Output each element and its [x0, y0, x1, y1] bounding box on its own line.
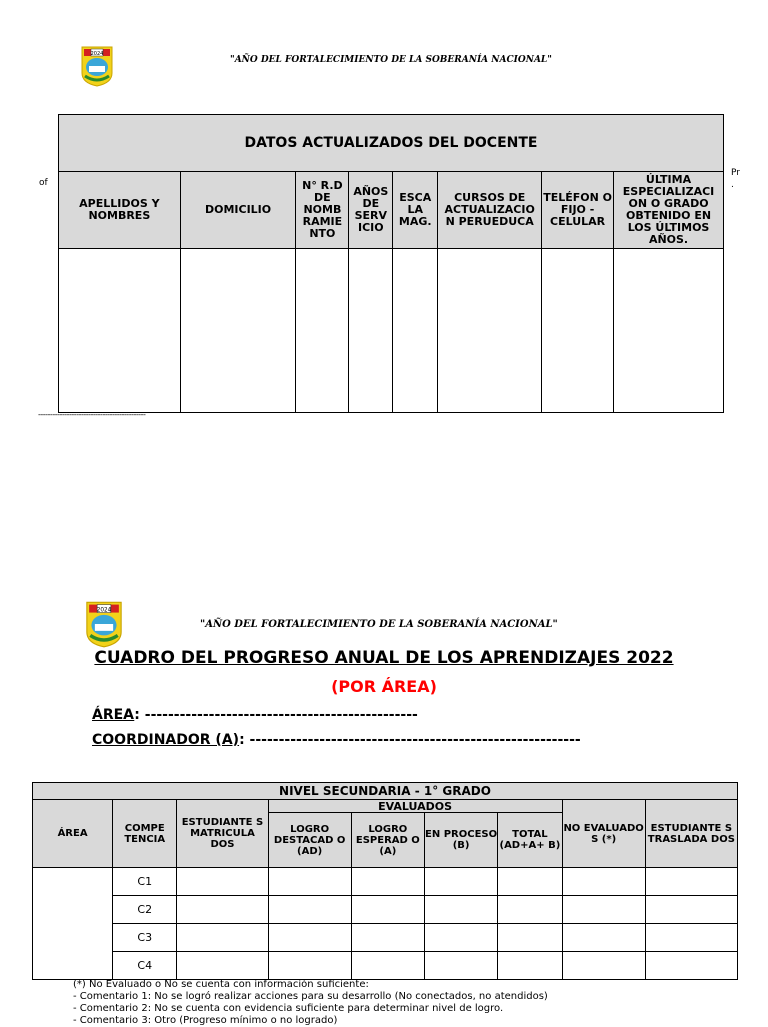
col-header-trasladados: ESTUDIANTE S TRASLADA DOS — [645, 800, 737, 868]
table-row — [59, 249, 724, 413]
col-header-names: APELLIDOS Y NOMBRES — [59, 172, 181, 249]
competency-label: C3 — [113, 924, 177, 952]
cell[interactable] — [498, 868, 562, 896]
cell-names[interactable] — [59, 249, 181, 413]
cell-phone[interactable] — [542, 249, 614, 413]
col-header-b: EN PROCESO (B) — [424, 813, 497, 868]
cell[interactable] — [498, 924, 562, 952]
col-header-matriculados: ESTUDIANTE S MATRICULA DOS — [177, 800, 268, 868]
cell[interactable] — [268, 924, 351, 952]
school-emblem-2 — [84, 600, 124, 648]
table-row — [33, 952, 738, 980]
right-fragment-dot: . — [731, 180, 734, 190]
coordinator-value[interactable]: : --------------------------------------------------------- — [239, 732, 581, 748]
divider-dashes: --------------------------------------------- — [38, 410, 146, 419]
cell-courses[interactable] — [438, 249, 542, 413]
col-header-competencia: COMPE TENCIA — [113, 800, 177, 868]
table-row — [33, 868, 738, 896]
area-label: ÁREA — [92, 707, 135, 723]
cell[interactable] — [268, 952, 351, 980]
progress-table — [32, 782, 738, 980]
competency-label: C2 — [113, 896, 177, 924]
left-fragment: of — [39, 178, 48, 188]
footnotes — [73, 979, 548, 1027]
cell[interactable] — [424, 896, 497, 924]
col-header-phone: TELÉFON O FIJO - CELULAR — [542, 172, 614, 249]
footnote-line: - Comentario 3: Otro (Progreso mínimo o no logrado) — [73, 1015, 338, 1026]
footnote-line: - Comentario 1: No se logró realizar acciones para su desarrollo (No conectados, no atendidos) — [73, 991, 548, 1002]
cell[interactable] — [645, 952, 737, 980]
col-header-ad: LOGRO DESTACAD O (AD) — [268, 813, 351, 868]
cell[interactable] — [177, 952, 268, 980]
col-header-no-evaluados: NO EVALUADO S (*) — [562, 800, 645, 868]
col-header-scale: ESCA LA MAG. — [393, 172, 438, 249]
cell[interactable] — [268, 868, 351, 896]
cell[interactable] — [424, 952, 497, 980]
teacher-data-table — [58, 114, 724, 413]
level-header: NIVEL SECUNDARIA - 1° GRADO — [33, 783, 738, 800]
coordinator-label: COORDINADOR (A) — [92, 732, 240, 748]
cell[interactable] — [645, 896, 737, 924]
cell[interactable] — [645, 868, 737, 896]
cell[interactable] — [424, 924, 497, 952]
cell[interactable] — [645, 924, 737, 952]
area-value[interactable]: : ----------------------------------------------- — [134, 707, 418, 723]
col-header-years: AÑOS DE SERV ICIO — [349, 172, 393, 249]
cell[interactable] — [177, 896, 268, 924]
cell[interactable] — [351, 896, 424, 924]
competency-label: C1 — [113, 868, 177, 896]
cell[interactable] — [351, 924, 424, 952]
cell[interactable] — [498, 952, 562, 980]
cell-address[interactable] — [180, 249, 296, 413]
col-header-address: DOMICILIO — [180, 172, 296, 249]
area-field — [92, 707, 418, 723]
cell-specialization[interactable] — [614, 249, 724, 413]
motto-top: "AÑO DEL FORTALECIMIENTO DE LA SOBERANÍA NACIONAL" — [230, 55, 552, 65]
right-fragment: Pr — [731, 168, 740, 178]
competency-label: C4 — [113, 952, 177, 980]
col-header-specialization: ÚLTIMA ESPECIALIZACI ON O GRADO OBTENIDO EN LOS ÚLTIMOS AÑOS. — [614, 172, 724, 249]
cell[interactable] — [351, 868, 424, 896]
school-emblem — [80, 45, 114, 87]
footnote-line: (*) No Evaluado o No se cuenta con información suficiente: — [73, 979, 369, 990]
cell[interactable] — [177, 868, 268, 896]
motto-section2: "AÑO DEL FORTALECIMIENTO DE LA SOBERANÍA NACIONAL" — [200, 619, 558, 630]
table-title: DATOS ACTUALIZADOS DEL DOCENTE — [59, 115, 724, 172]
cell[interactable] — [424, 868, 497, 896]
report-subtitle: (POR ÁREA) — [331, 677, 437, 696]
cell[interactable] — [562, 896, 645, 924]
col-header-area: ÁREA — [33, 800, 113, 868]
table-row — [33, 924, 738, 952]
coordinator-field — [92, 732, 581, 748]
report-title: CUADRO DEL PROGRESO ANUAL DE LOS APRENDIZAJES 2022 — [94, 648, 674, 668]
cell[interactable] — [562, 924, 645, 952]
evaluated-header: EVALUADOS — [268, 800, 562, 813]
cell[interactable] — [562, 868, 645, 896]
cell[interactable] — [177, 924, 268, 952]
col-header-a: LOGRO ESPERAD O (A) — [351, 813, 424, 868]
col-header-courses: CURSOS DE ACTUALIZACIO N PERUEDUCA — [438, 172, 542, 249]
footnote-line: - Comentario 2: No se cuenta con evidencia suficiente para determinar nivel de logro. — [73, 1003, 504, 1014]
cell-years[interactable] — [349, 249, 393, 413]
cell-area[interactable] — [33, 868, 113, 980]
col-header-total: TOTAL (AD+A+ B) — [498, 813, 562, 868]
svg-text:2024: 2024 — [90, 51, 104, 57]
svg-text:2024: 2024 — [96, 607, 112, 614]
col-header-rd: N° R.D DE NOMB RAMIE NTO — [296, 172, 349, 249]
cell[interactable] — [268, 896, 351, 924]
cell[interactable] — [351, 952, 424, 980]
cell[interactable] — [498, 896, 562, 924]
cell-rd[interactable] — [296, 249, 349, 413]
table-row — [33, 896, 738, 924]
cell[interactable] — [562, 952, 645, 980]
cell-scale[interactable] — [393, 249, 438, 413]
